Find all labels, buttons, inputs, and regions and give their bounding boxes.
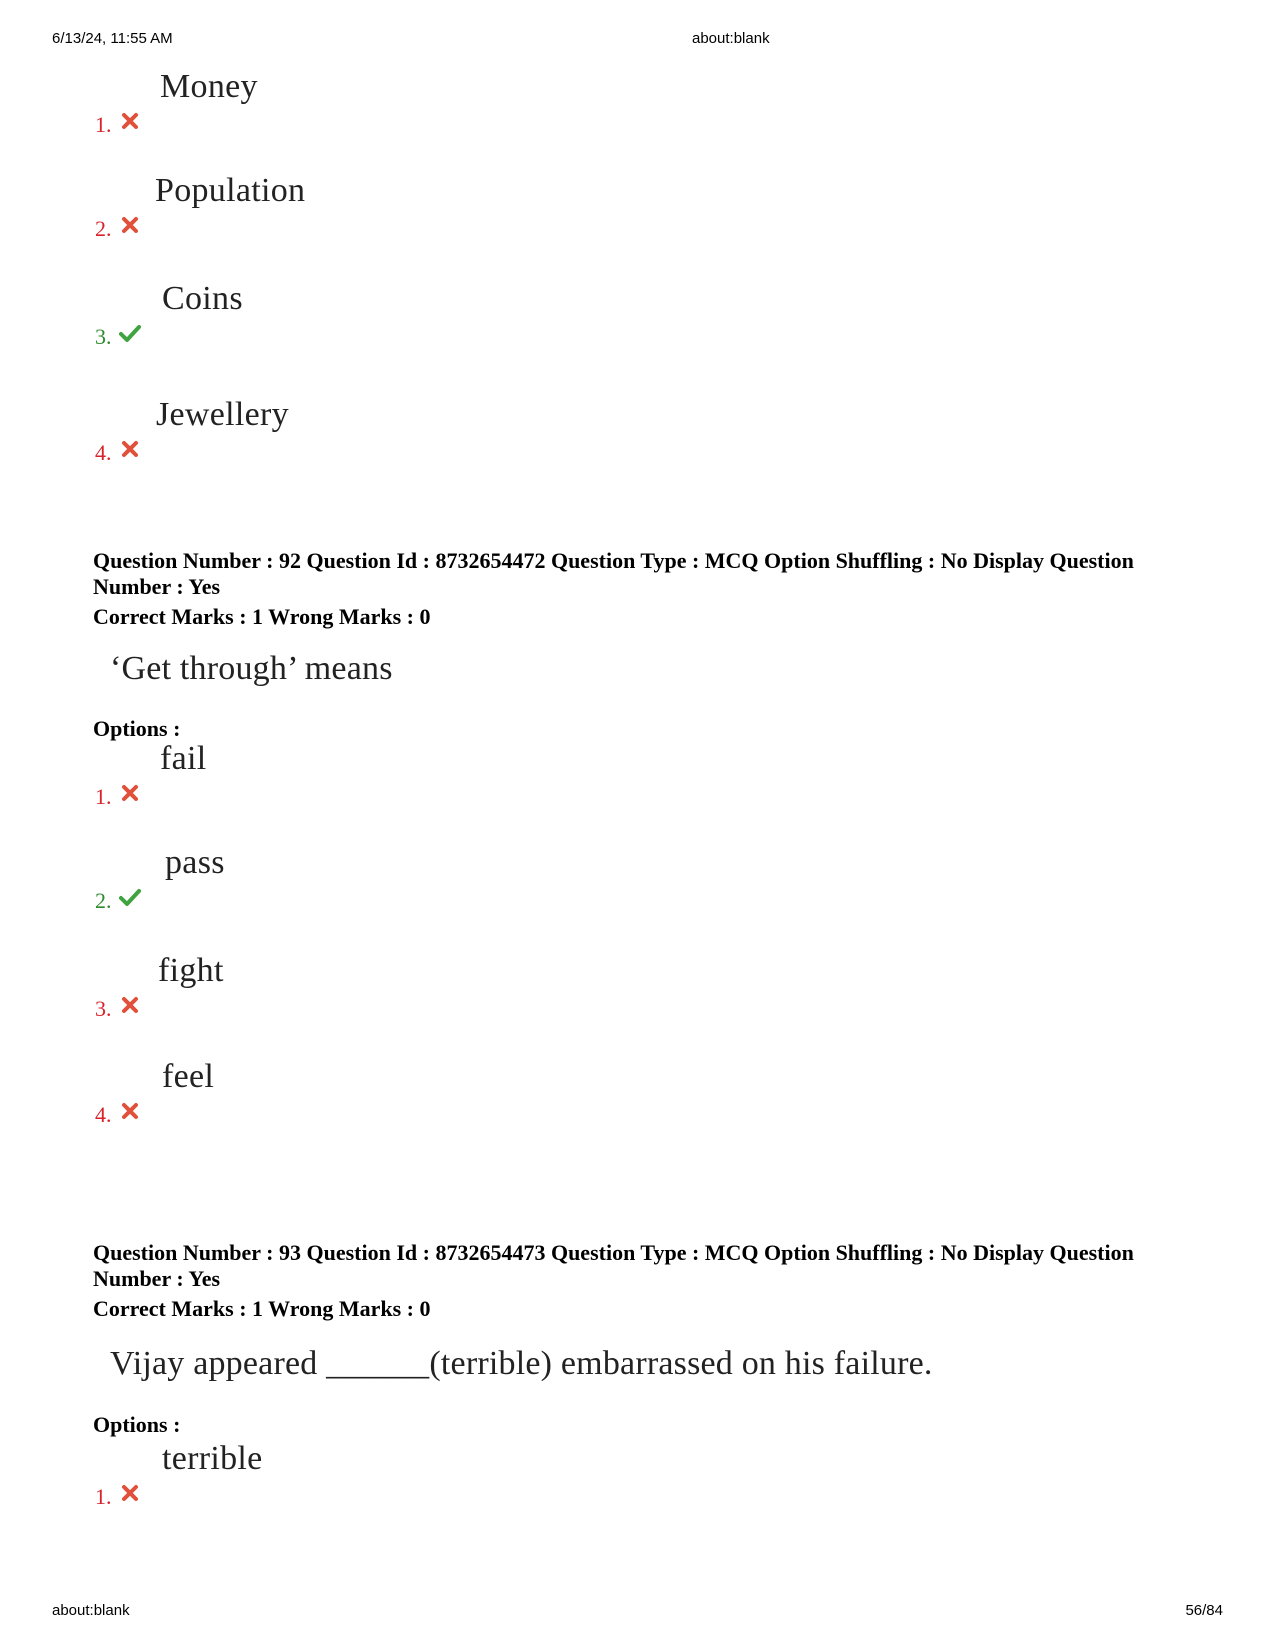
option-number: 1. — [95, 112, 112, 137]
option-number: 2. — [95, 888, 112, 913]
option-item — [93, 172, 693, 242]
cross-icon — [119, 111, 141, 131]
cross-icon — [119, 439, 141, 459]
options-label: Options : — [93, 1412, 181, 1437]
option-text: Money — [160, 68, 258, 105]
check-icon — [119, 887, 141, 907]
option-number: 1. — [95, 784, 112, 809]
question-meta: Question Number : 92 Question Id : 8732654472 Question Type : MCQ Option Shuffling : No Display Question Number : Yes — [93, 548, 1134, 599]
option-text: fight — [158, 952, 224, 989]
option-item — [93, 952, 693, 1022]
option-number: 3. — [95, 324, 112, 349]
option-text: Jewellery — [156, 396, 289, 433]
option-item — [93, 280, 693, 350]
option-number: 4. — [95, 1102, 112, 1127]
option-item — [93, 740, 693, 810]
cross-icon — [119, 783, 141, 803]
cross-icon — [119, 1483, 141, 1503]
option-number: 2. — [95, 216, 112, 241]
check-icon — [119, 323, 141, 343]
question-text: Vijay appeared ______(terrible) embarrassed on his failure. — [110, 1345, 933, 1382]
option-text: pass — [165, 844, 225, 881]
option-number: 1. — [95, 1484, 112, 1509]
question-marks: Correct Marks : 1 Wrong Marks : 0 — [93, 1296, 431, 1321]
print-footer-url: about:blank — [52, 1602, 130, 1619]
cross-icon — [119, 215, 141, 235]
question-meta: Question Number : 93 Question Id : 8732654473 Question Type : MCQ Option Shuffling : No Display Question Number : Yes — [93, 1240, 1134, 1291]
option-number: 4. — [95, 440, 112, 465]
option-item — [93, 1440, 693, 1510]
cross-icon — [119, 995, 141, 1015]
option-text: Coins — [162, 280, 243, 317]
print-header-url: about:blank — [692, 30, 770, 47]
option-item — [93, 1058, 693, 1128]
option-number: 3. — [95, 996, 112, 1021]
option-text: feel — [162, 1058, 215, 1095]
option-text: Population — [155, 172, 306, 209]
option-item — [93, 844, 693, 914]
option-item — [93, 396, 693, 466]
question-marks: Correct Marks : 1 Wrong Marks : 0 — [93, 604, 431, 629]
question-text: ‘Get through’ means — [110, 650, 393, 687]
option-item — [93, 68, 693, 138]
print-header-datetime: 6/13/24, 11:55 AM — [52, 30, 173, 47]
cross-icon — [119, 1101, 141, 1121]
option-text: fail — [160, 740, 207, 777]
page-number: 56/84 — [1185, 1602, 1223, 1619]
options-label: Options : — [93, 716, 181, 741]
option-text: terrible — [162, 1440, 263, 1477]
